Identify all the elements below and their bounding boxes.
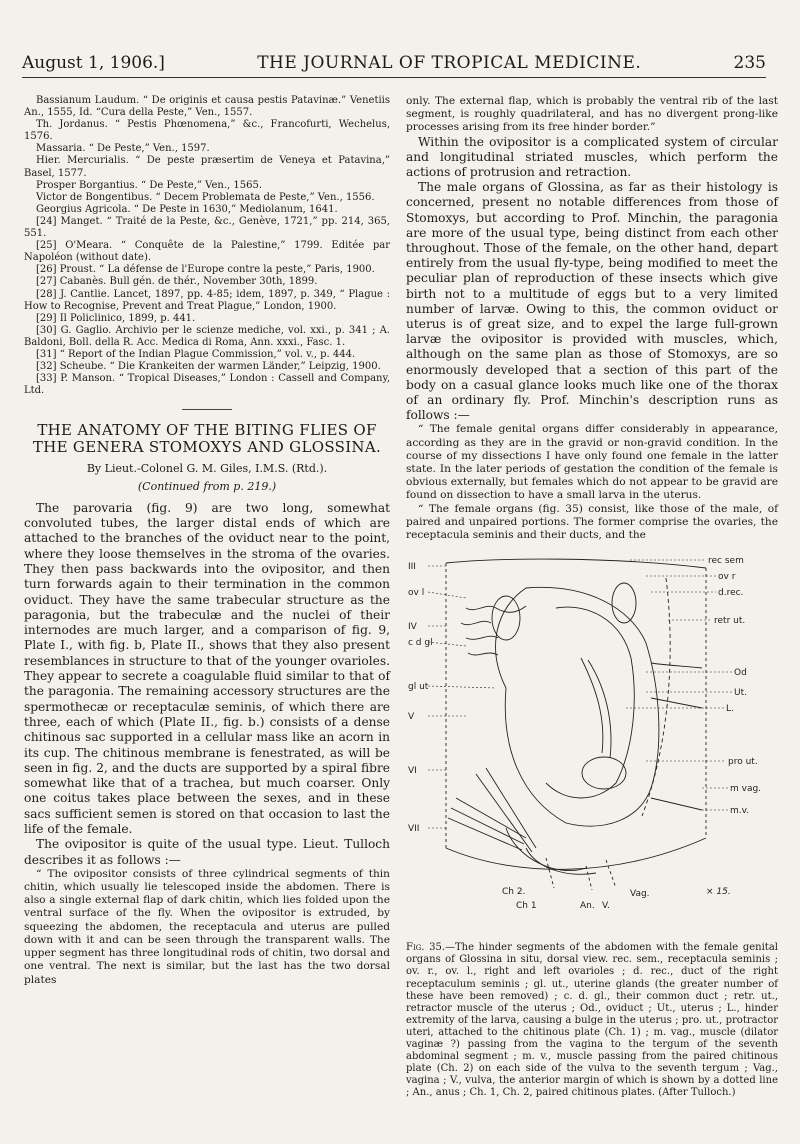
reference-item: [27] Cabanès. Bull gén. de thér., November 30th, 1899. [36, 276, 318, 288]
journal-title: THE JOURNAL OF TROPICAL MEDICINE. [257, 53, 642, 73]
reference-item: Victor de Bongentibus. “ Decem Problemata de Peste,” Ven., 1556. [36, 191, 375, 203]
quoted-description [24, 868, 390, 987]
reference-item: [26] Proust. “ La défense de l'Europe contre la peste,” Paris, 1900. [36, 264, 375, 276]
reference-item: [24] Manget. “ Traité de la Peste, &c., Genève, 1721,” pp. 214, 365, 551. [24, 215, 390, 240]
reference-list [24, 95, 390, 397]
quote-paragraph: “ The ovipositor consists of three cylindrical segments of thin chitin, which usually lie telescoped inside the abdomen. There is also a single external flap of dark chitin, which lies folded upon the ventral surface of the fly. When the ovipositor is extruded, by squeezing the abdomen, the receptacula and uterus are pulled down with it and can be seen through the transparent walls. The upper segment has three longitudinal rods of chitin, two dorsal and one ventral. The next is similar, but the last has the two dorsal plates [24, 867, 390, 986]
quote-continuation [406, 95, 778, 135]
figure-label: III [408, 562, 416, 573]
figure-label: ov r [718, 572, 736, 583]
page-number: 235 [733, 53, 766, 73]
quote-paragraph: “ The female organs (fig. 35) consist, like those of the male, of paired and unpaired portions. The former comprise the ovaries, the receptacula seminis and their ducts, and the [406, 502, 778, 542]
reference-item: [29] Il Policlinico, 1899, p. 441. [36, 312, 196, 324]
figure-label: VI [408, 766, 417, 777]
minchin-quote [406, 423, 778, 542]
body-paragraph: The parovaria (fig. 9) are two long, somewhat convoluted tubes, the larger distal ends of which are attached to the branches of the oviduct near to the point, where they loose themselves in the stroma of the ovaries. They then pass backwards into the ovipositor, and then turn forwards again to their termination in the common oviduct. They have the same trabecular structure as the paragonia, but the trabeculæ and the nuclei of their internodes are much larger, and a comparison of fig. 9, Plate I., with fig. b, Plate II., shows that they also present resemblances in structure to that of the younger ovarioles. They appear to secrete a coagulable fluid similar to that of the paragonia. The remaining accessory structures are the spermothecæ or receptaculæ seminis, of which there are three, each of which (Plate II., fig. b.) consists of a dense chitinous sac supported in a cellular mass like an acorn in its cup. The chitinous membrane is fenestrated, as will be seen in fig. 2, and the ducts are supported by a spiral fibre somewhat like that of a trachea, but much coarser. Only one coitus takes place between the sexes, and in these sacs sufficient semen is stored on that occasion to last the life of the female. [24, 500, 390, 836]
figure-label: V [408, 712, 415, 723]
reference-item: [33] P. Manson. “ Tropical Diseases,” London : Cassell and Company, Ltd. [24, 373, 390, 397]
figure-label: m vag. [730, 784, 762, 795]
quote-paragraph: only. The external flap, which is probably the ventral rib of the last segment, is roughly quadrilateral, and has no divergent prong-like processes arising from its free hinder border.” [406, 95, 778, 134]
body-paragraph: Within the ovipositor is a complicated system of circular and longitudinal striated muscles, which perform the actions of protrusion and retraction. [406, 134, 778, 180]
reference-item: Th. Jordanus. “ Pestis Phœnomena,” &c., Francofurti, Wechelus, 1576. [24, 119, 390, 143]
reference-item: [30] G. Gaglio. Archivio per le scienze mediche, vol. xxi., p. 341 ; A. Baldoni, Boll. della R. Acc. Medica di Roma, Ann. xxxi., Fasc. 1. [24, 324, 390, 348]
quote-paragraph: “ The female genital organs differ considerably in appearance, according as they are in the gravid or non-gravid condition. In the course of my dissections I have only found one female in the latter state. In the later periods of gestation the condition of the female is obvious externally, but females which do not appear to be gravid are found on dissection to have a small larva in the uterus. [406, 423, 778, 502]
figure-label: Ch 1 [516, 901, 537, 912]
figure-label: ov l [408, 588, 425, 599]
figure-label: m.v. [730, 806, 750, 817]
reference-item: Prosper Borgantius. “ De Peste,” Ven., 1565. [36, 179, 263, 191]
figure-label: V. [602, 901, 610, 912]
figure-label: Ut. [734, 688, 747, 699]
reference-item: Massaria. “ De Peste,” Ven., 1597. [36, 143, 210, 155]
article-byline: By Lieut.-Colonel G. M. Giles, I.M.S. (Rtd.). [86, 462, 328, 476]
figure-label: pro ut. [728, 757, 758, 768]
reference-item: Hier. Mercurialis. “ De peste præsertim de Veneya et Patavina,” Basel, 1577. [24, 155, 390, 179]
reference-item: [31] “ Report of the Indian Plague Commission,” vol. v., p. 444. [36, 348, 356, 360]
continued-note: (Continued from p. 219.) [137, 479, 277, 493]
figure-caption-text: —The hinder segments of the abdomen with the female genital organs of Glossina in situ, dorsal view. rec. sem., receptacula seminis ; ov. r., ov. l., right and left ovarioles ; d. rec., duct of the right receptaculum seminis ; gl. ut., uterine glands (the greater number of these have been removed) ; c. d. gl., their common duct ; retr. ut., retractor muscle of the uterus ; Od., oviduct ; Ut., uterus ; L., hinder extremity of the larva, causing a bulge in the uterus ; pro. ut., protractor uteri, attached to the chitinous plate (Ch. 1) ; m. vag., muscle (dilator vaginæ ?) passing from the vagina to the tergum of the seventh abdominal segment ; m. v., muscle passing from the paired chitinous plate (Ch. 2) on each side of the vulva to the seventh tergum ; Vag., vagina ; V., vulva, the anterior margin of which is shown by a dotted line ; An., anus ; Ch. 1, Ch. 2, paired chitinous plates. (After Tulloch.) [406, 942, 778, 1099]
reference-item: [28] J. Cantlie. Lancet, 1897, pp. 4-85; idem, 1897, p. 349, “ Plague : How to Recognise, Prevent and Treat Plague,” London, 1900. [24, 288, 390, 312]
article-body-left [24, 501, 390, 868]
figure-caption-label: Fig. 35. [406, 942, 446, 954]
reference-item: [25] O'Meara. “ Conquête de la Palestine,” 1799. Editée par Napoléon (without date). [24, 240, 390, 264]
reference-item: Georgius Agricola. “ De Peste in 1630,” Mediolanum, 1641. [36, 203, 338, 215]
figure-label: Od [734, 668, 747, 679]
figure-label: Vag. [630, 889, 650, 900]
figure-label: c d gl [408, 638, 433, 649]
figure-label: rec sem [708, 556, 744, 567]
figure-label: d.rec. [718, 588, 744, 599]
reference-item: [32] Scheube. “ Die Krankeiten der warmen Länder,” Leipzig, 1900. [36, 361, 381, 373]
figure-label: retr ut. [714, 616, 746, 627]
figure-label: × 15. [706, 887, 731, 898]
header-date: August 1, 1906.] [22, 53, 165, 73]
right-column [406, 95, 778, 1100]
section-divider [182, 409, 232, 410]
figure-35 [406, 548, 778, 938]
figure-label: Ch 2. [502, 887, 526, 898]
figure-label: gl ut [408, 682, 429, 693]
article-title: THE ANATOMY OF THE BITING FLIES OF THE GENERA STOMOXYS AND GLOSSINA. [32, 421, 382, 457]
figure-label: VII [408, 824, 420, 835]
body-paragraph: The ovipositor is quite of the usual type. Lieut. Tulloch describes it as follows :— [24, 837, 390, 867]
left-column [24, 95, 390, 987]
figure-label: An. [580, 901, 595, 912]
reference-item: Bassianum Laudum. “ De originis et causa pestis Patavinæ.” Venetiis An., 1555, Id. “Cura della Peste,” Ven., 1557. [24, 95, 390, 119]
body-paragraph: The male organs of Glossina, as far as their histology is concerned, present no notable differences from those of Stomoxys, but according to Prof. Minchin, the paragonia are more of the usual type, being distinct from each other throughout. Those of the female, on the other hand, depart entirely from the usual fly-type, being modified to meet the peculiar plan of reproduction of these insects which give birth not to a multitude of eggs but to a very limited number of larvæ. Owing to this, the common oviduct or uterus is of great size, and to expel the large full-grown larvæ the ovipositor is provided with muscles, which, although on the same plan as those of Stomoxys, are so enormously developed that a section of this part of the body on a casual glance looks much like one of the thorax of an ordinary fly. Prof. Minchin's description runs as follows :— [406, 180, 778, 423]
article-body-right [406, 135, 778, 424]
page-header [22, 52, 766, 78]
figure-caption [406, 942, 778, 1099]
figure-label: IV [408, 622, 417, 633]
figure-label: L. [726, 704, 734, 715]
genital-organs-diagram [406, 548, 778, 918]
